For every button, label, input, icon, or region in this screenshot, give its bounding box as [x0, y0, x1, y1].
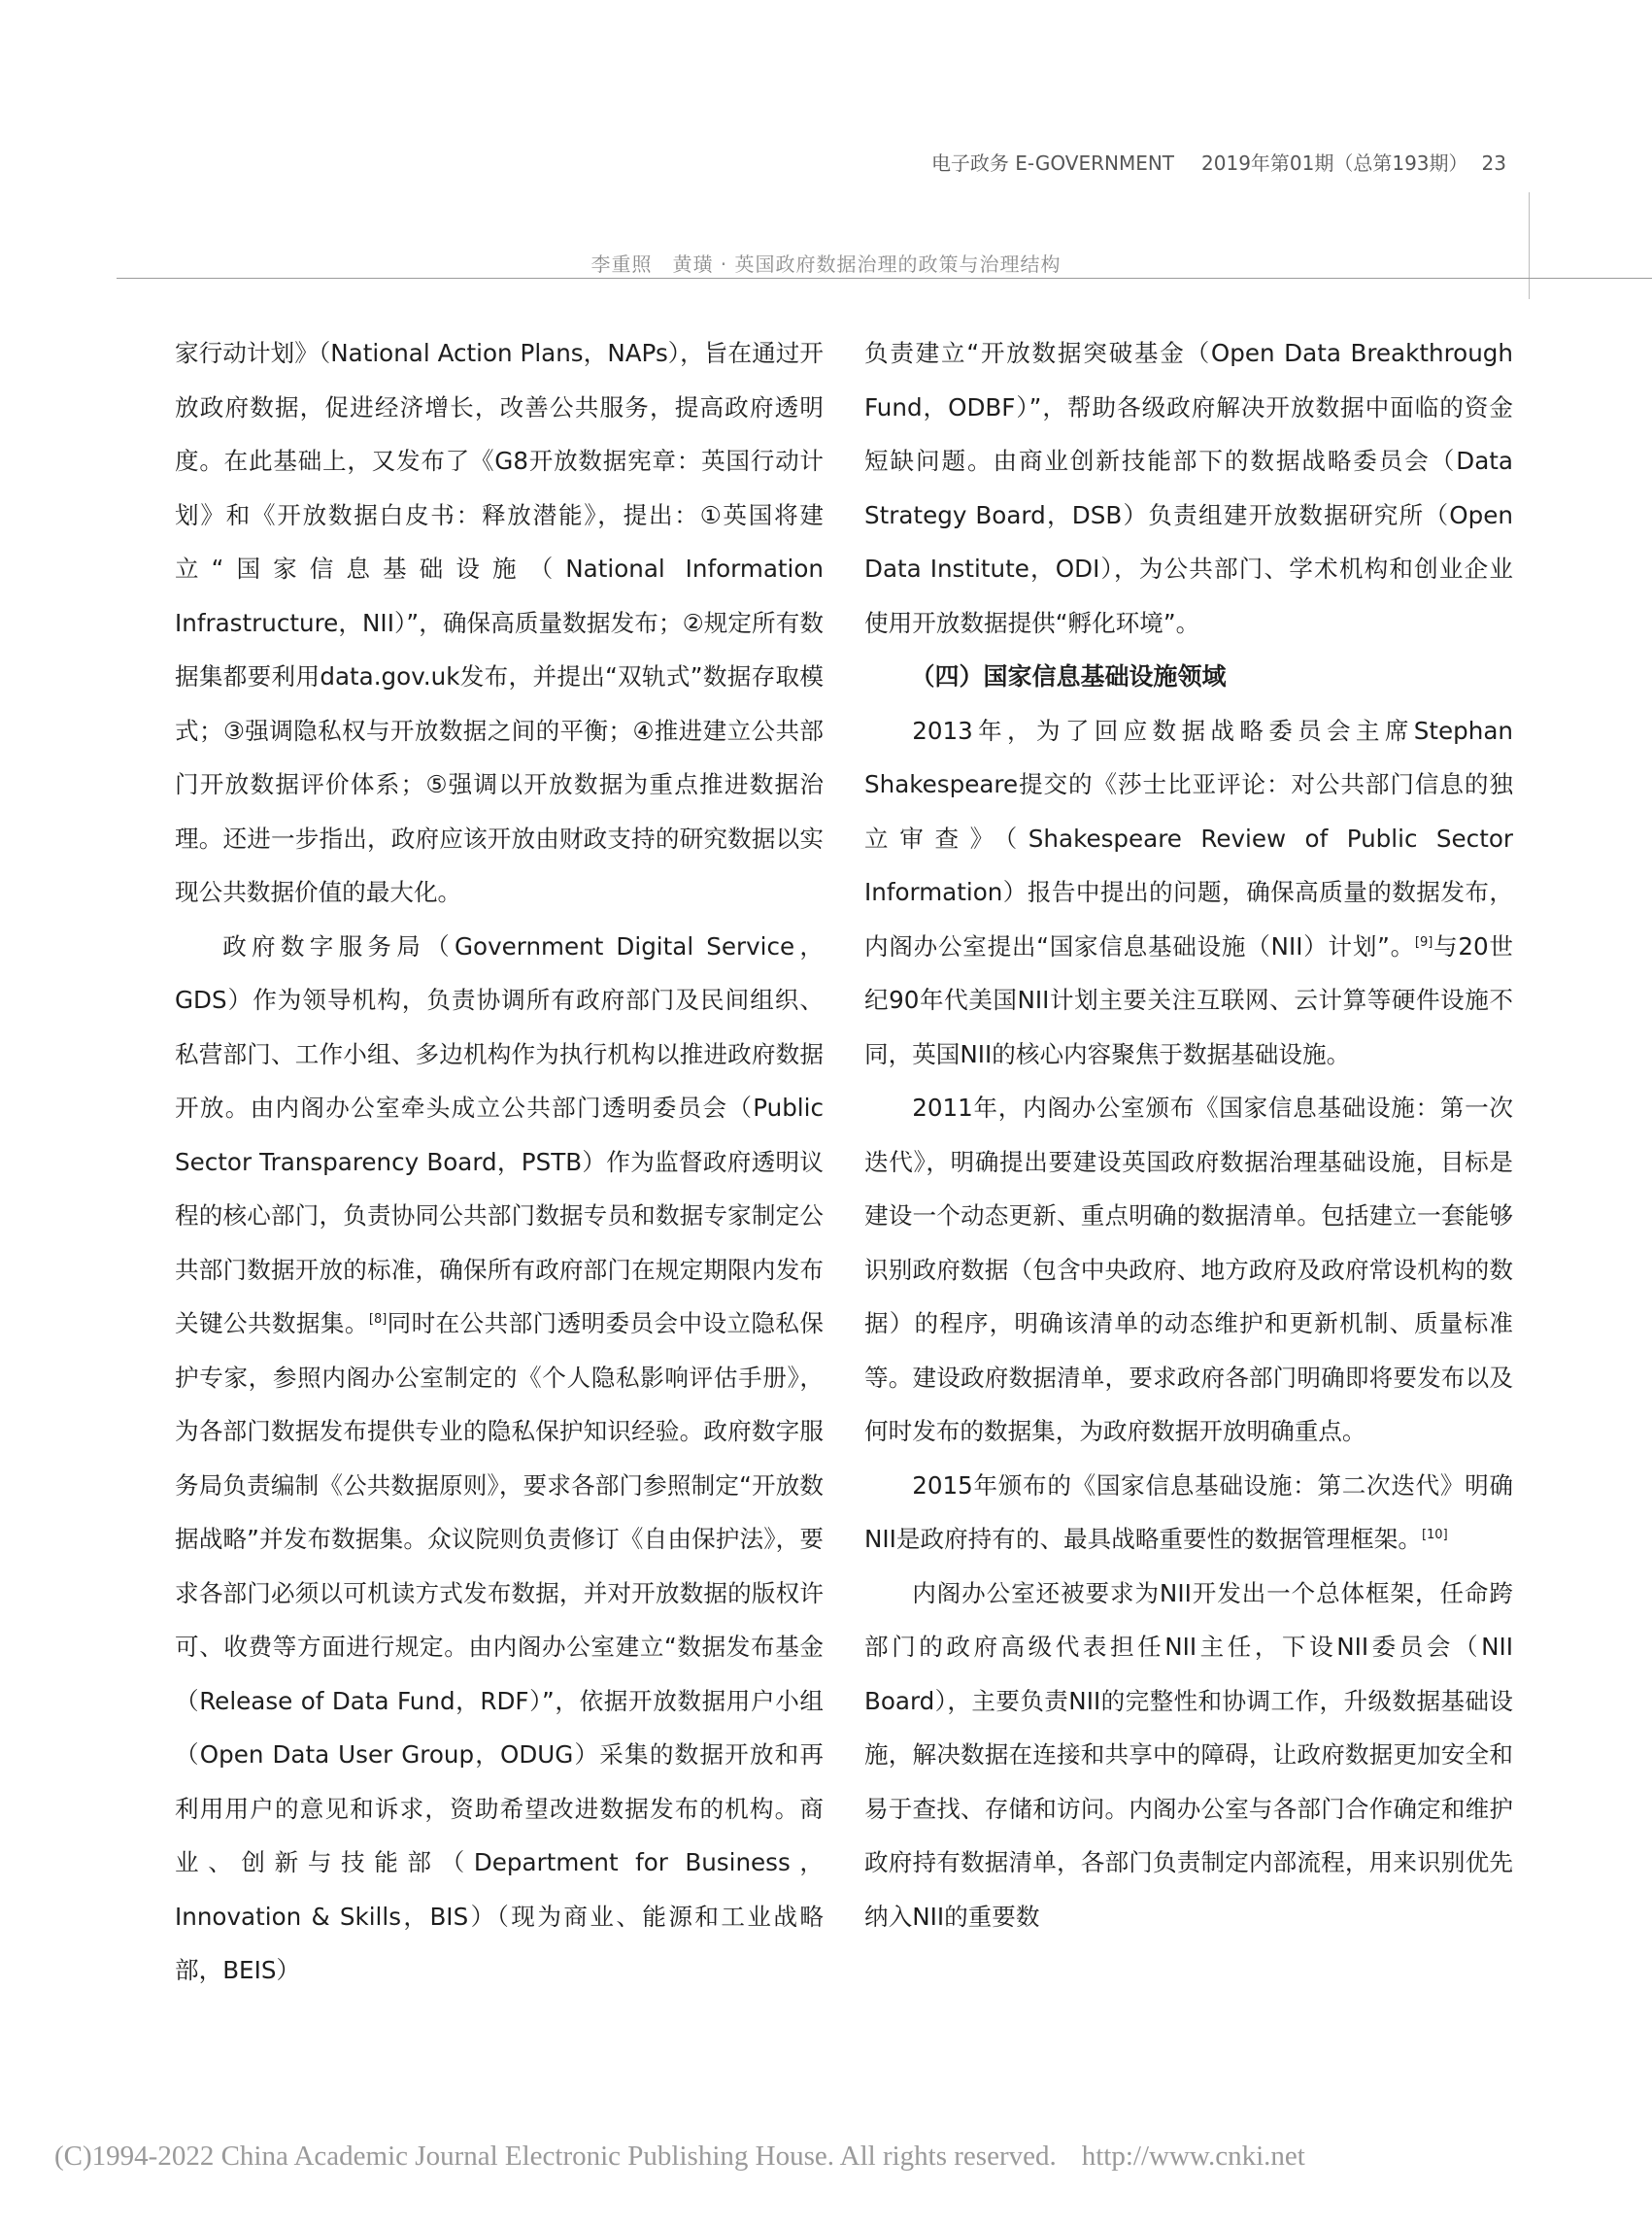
page-number: 23 [1481, 152, 1506, 175]
running-title: 李重照 黄璜 · 英国政府数据治理的政策与治理结构 [590, 253, 1062, 276]
paragraph: 家行动计划》（National Action Plans，NAPs），旨在通过开放政府数据，促进经济增长，改善公共服务，提高政府透明度。在此基础上，又发布了《G8开放数据宪章：英国行动计划》和《开放数据白皮书：释放潜能》，提出：①英国将建立“国家信息基础设施（National Information Infrastructure，NII）”，确保高质量数据发布；②规定所有数据集都要利用data.gov.uk发布，并提出“双轨式”数据存取模式；③强调隐私权与开放数据之间的平衡；④推进建立公共部门开放数据评价体系；⑤强调以开放数据为重点推进数据治理。还进一步指出，政府应该开放由财政支持的研究数据以实现公共数据价值的最大化。 [175, 339, 824, 906]
journal-name: 电子政务 E-GOVERNMENT [930, 152, 1175, 175]
paragraph: 内阁办公室还被要求为NII开发出一个总体框架，任命跨部门的政府高级代表担任NII主任，下设NII委员会（NII Board），主要负责NII的完整性和协调工作，升级数据基础设施，解决数据在连接和共享中的障碍，让政府数据更加安全和易于查找、存储和访问。内阁办公室与各部门合作确定和维护政府持有数据清单，各部门负责制定内部流程，用来识别优先纳入NII的重要数 [864, 1578, 1513, 1931]
copyright-text: (C)1994-2022 China Academic Journal Electronic Publishing House. All rights reserved. [54, 2141, 1057, 2172]
paragraph: 2013年，为了回应数据战略委员会主席Stephan Shakespeare提交的《莎士比亚评论：对公共部门信息的独立审查》（Shakespeare Review of Public Sector Information）报告中提出的问题，确保高质量的数据发布，内阁办公室提出“国家信息基础设施（NII）计划”。[9]与20世纪90年代美国NII计划主要关注互联网、云计算等硬件设施不同，英国NII的核心内容聚焦于数据基础设施。 [864, 716, 1513, 1068]
right-column [864, 326, 1513, 2104]
citation: [8] [368, 1311, 388, 1327]
footer-url: http://www.cnki.net [1081, 2141, 1305, 2172]
left-column [175, 326, 824, 2104]
paragraph: 负责建立“开放数据突破基金（Open Data Breakthrough Fund，ODBF）”，帮助各级政府解决开放数据中面临的资金短缺问题。由商业创新技能部下的数据战略委员会（Data Strategy Board，DSB）负责组建开放数据研究所（Open Data Institute，ODI），为公共部门、学术机构和创业企业使用开放数据提供“孵化环境”。 [864, 339, 1513, 637]
copyright-footer [54, 2141, 1305, 2173]
header-rule [117, 278, 1652, 279]
header-divider-vertical [1529, 192, 1530, 299]
journal-issue: 2019年第01期（总第193期） [1201, 152, 1468, 175]
paragraph: 2015年颁布的《国家信息基础设施：第二次迭代》明确NII是政府持有的、最具战略重要性的数据管理框架。[10] [864, 1470, 1513, 1553]
paragraph: 2011年，内阁办公室颁布《国家信息基础设施：第一次迭代》，明确提出要建设英国政府数据治理基础设施，目标是建设一个动态更新、重点明确的数据清单。包括建立一套能够识别政府数据（包含中央政府、地方政府及政府常设机构的数据）的程序，明确该清单的动态维护和更新机制、质量标准等。建设政府数据清单，要求政府各部门明确即将要发布以及何时发布的数据集，为政府数据开放明确重点。 [864, 1094, 1513, 1445]
citation: [9] [1414, 934, 1433, 950]
paragraph: 政府数字服务局（Government Digital Service，GDS）作为领导机构，负责协调所有政府部门及民间组织、私营部门、工作小组、多边机构作为执行机构以推进政府数据开放。由内阁办公室牵头成立公共部门透明委员会（Public Sector Transparency Board，PSTB）作为监督政府透明议程的核心部门，负责协同公共部门数据专员和数据专家制定公共部门数据开放的标准，确保所有政府部门在规定期限内发布关键公共数据集。[8]同时在公共部门透明委员会中设立隐私保护专家，参照内阁办公室制定的《个人隐私影响评估手册》，为各部门数据发布提供专业的隐私保护知识经验。政府数字服务局负责编制《公共数据原则》，要求各部门参照制定“开放数据战略”并发布数据集。众议院则负责修订《自由保护法》，要求各部门必须以可机读方式发布数据，并对开放数据的版权许可、收费等方面进行规定。由内阁办公室建立“数据发布基金（Release of Data Fund，RDF）”，依据开放数据用户小组（Open Data User Group，ODUG）采集的数据开放和再利用用户的意见和诉求，资助希望改进数据发布的机构。商业、创新与技能部（Department for Business，Innovation & Skills，BIS）（现为商业、能源和工业战略部，BEIS） [175, 931, 824, 1984]
section-heading: （四）国家信息基础设施领域 [910, 662, 1227, 691]
citation: [10] [1421, 1527, 1448, 1542]
journal-header [931, 148, 1506, 176]
